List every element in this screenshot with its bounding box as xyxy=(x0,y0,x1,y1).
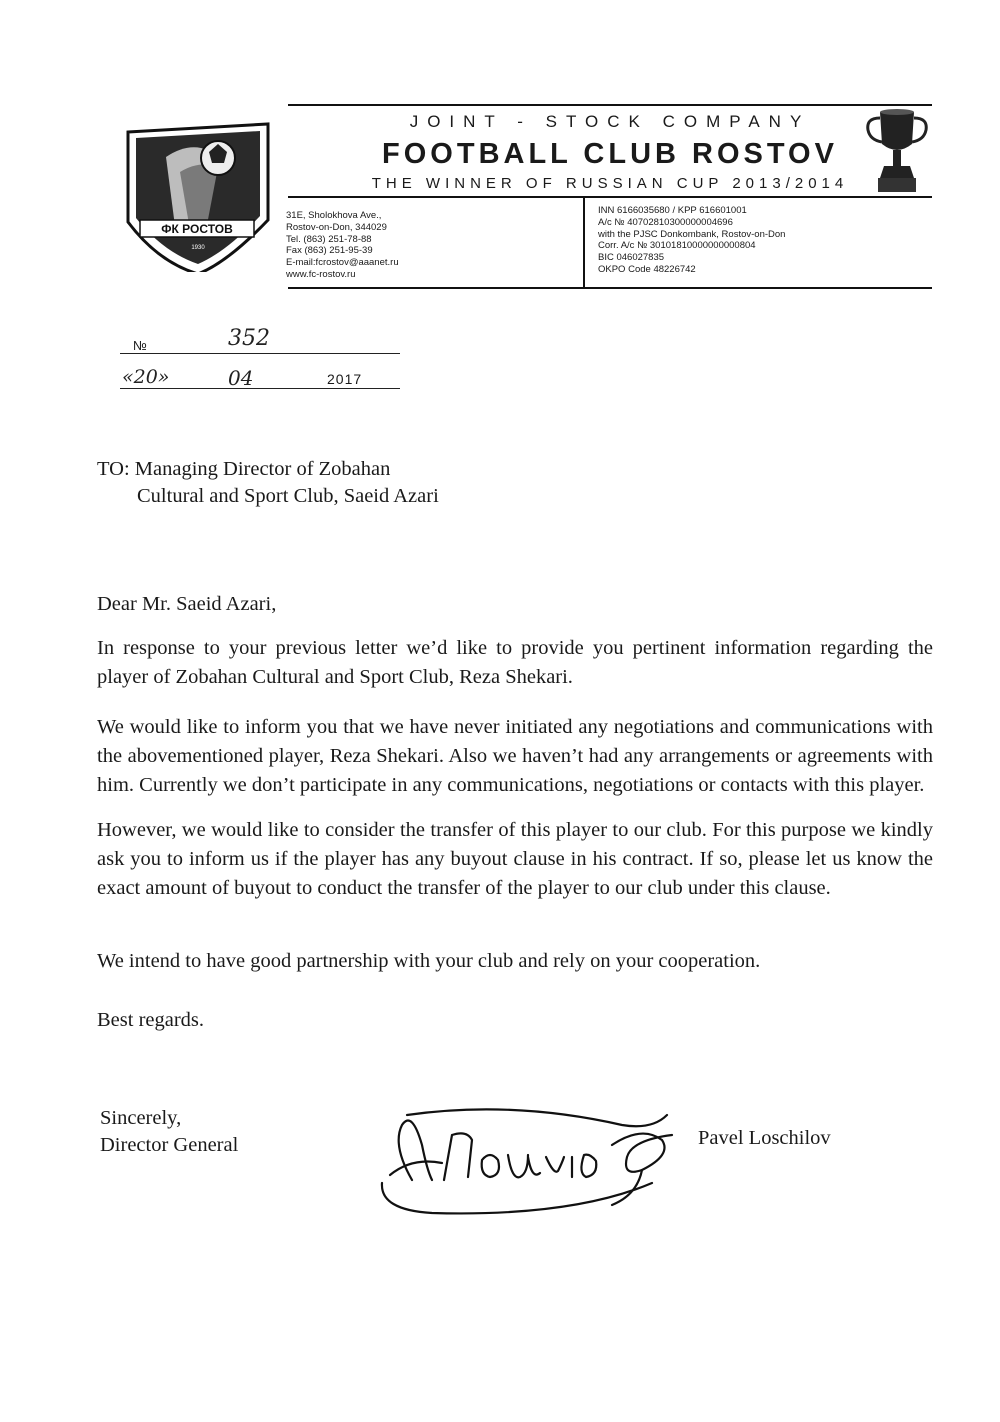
bank-block xyxy=(598,205,785,276)
club-crest-icon xyxy=(118,112,278,272)
signatory-title: Director General xyxy=(100,1134,239,1156)
paragraph-text: In response to your previous letter we’d like to provide you pertinent information regarding the player of Zobahan Cultural and Sport Club, Reza Shekari. xyxy=(97,637,933,688)
address-line: Rostov-on-Don, 344029 xyxy=(286,221,387,233)
logo-text: ФК РОСТОВ xyxy=(161,222,233,236)
paragraph-1 xyxy=(97,634,933,692)
reg-date-day: «20» xyxy=(122,366,170,388)
paragraph-4: We intend to have good partnership with your club and rely on your cooperation. xyxy=(97,950,761,972)
address-line: Fax (863) 251-95-39 xyxy=(286,245,373,257)
bank-line: INN 6166035680 / KPP 616601001 xyxy=(598,205,747,216)
logo-year: 1930 xyxy=(191,245,205,251)
handwritten-signature xyxy=(372,1085,692,1225)
paragraph-2 xyxy=(97,713,933,800)
recipient-line-2: Cultural and Sport Club, Saeid Azari xyxy=(137,485,439,507)
closing: Best regards. xyxy=(97,1009,205,1031)
header-bottom-rule xyxy=(288,287,932,289)
header-divider xyxy=(583,198,585,287)
reg-date-line xyxy=(120,388,400,389)
sincerely: Sincerely, xyxy=(100,1107,182,1129)
address-block xyxy=(286,210,399,281)
header-mid-rule xyxy=(288,196,932,198)
bank-line: A/c № 40702810300000004696 xyxy=(598,216,733,228)
address-line: Tel. (863) 251-78-88 xyxy=(286,233,372,245)
bank-line: BIC 046027835 xyxy=(598,252,665,264)
address-line: 31E, Sholokhova Ave., xyxy=(286,210,382,221)
address-line: www.fc-rostov.ru xyxy=(286,268,356,280)
salutation: Dear Mr. Saeid Azari, xyxy=(97,593,277,615)
reg-number-label: № xyxy=(133,338,147,353)
paragraph-text: We would like to inform you that we have never initiated any negotiations and communications with the abovementioned player, Reza Shekari. Also we haven’t had any arrangements or agreements with him. Currently we don’t participate in any communications, negotiations or contacts with this player. xyxy=(97,716,933,796)
reg-date-month: 04 xyxy=(228,366,254,390)
signatory-name: Pavel Loschilov xyxy=(698,1127,831,1149)
club-name: FOOTBALL CLUB ROSTOV xyxy=(382,138,838,170)
paragraph-3 xyxy=(97,816,933,903)
reg-number-line xyxy=(120,353,400,354)
club-tagline: THE WINNER OF RUSSIAN CUP 2013/2014 xyxy=(371,175,849,192)
recipient-line-1: TO: Managing Director of Zobahan xyxy=(97,458,391,480)
bank-line: OKPO Code 48226742 xyxy=(598,263,696,275)
bank-line: Corr. A/c № 30101810000000000804 xyxy=(598,240,756,252)
reg-date-year: 2017 xyxy=(327,371,363,387)
reg-number-value: 352 xyxy=(228,326,270,351)
paragraph-text: However, we would like to consider the transfer of this player to our club. For this purpose we kindly ask you to inform us if the player has any buyout clause in his contract. If so, please let us know the exact amount of buyout to conduct the transfer of the player to our club under this clause. xyxy=(97,819,933,899)
address-line: E-mail:fcrostov@aaanet.ru xyxy=(286,257,399,269)
bank-line: with the PJSC Donkombank, Rostov-on-Don xyxy=(598,228,786,240)
company-type: JOINT - STOCK COMPANY xyxy=(409,112,811,131)
header-top-rule xyxy=(288,104,932,106)
